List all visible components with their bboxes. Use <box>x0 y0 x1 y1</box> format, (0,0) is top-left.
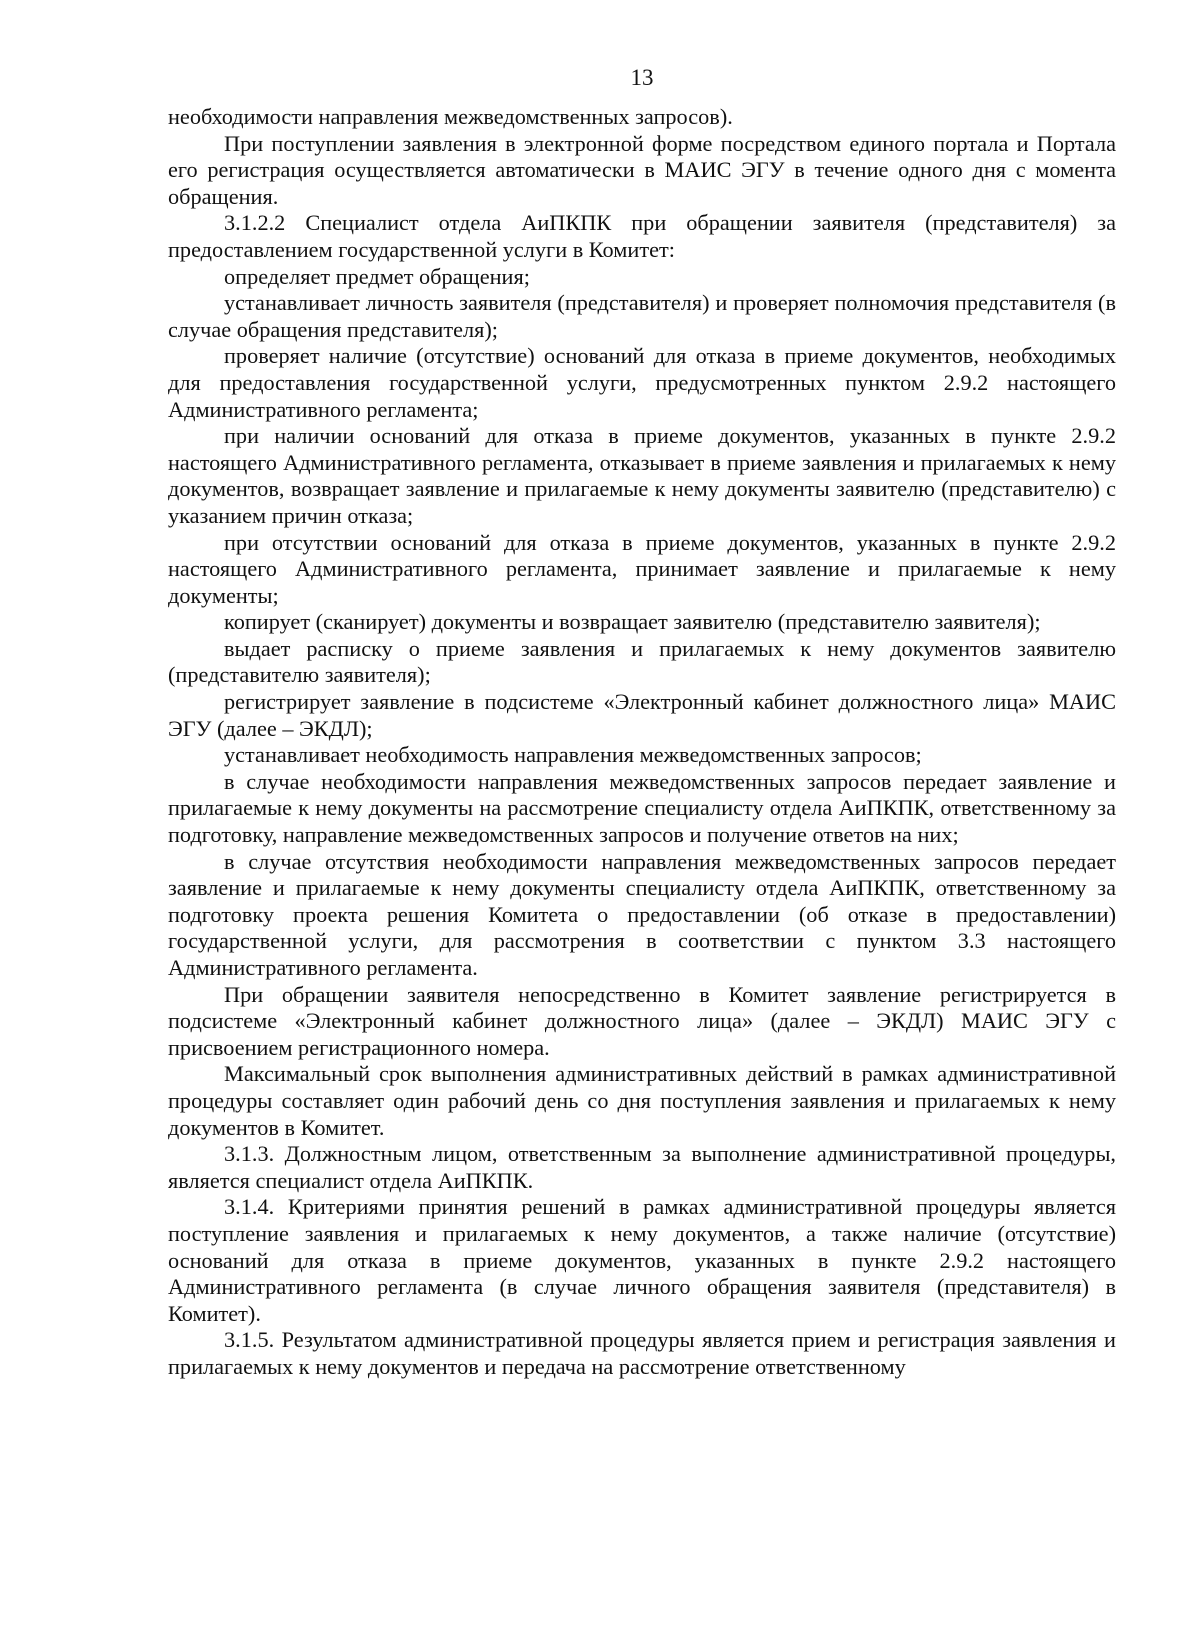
paragraph-direct-registration: При обращении заявителя непосредственно в Комитет заявление регистрируется в подсистеме «Электронный кабинет должностного лица» (далее – ЭКДЛ) МАИС ЭГУ с присвоением регистрационного номера. <box>168 981 1116 1060</box>
list-item: при отсутствии оснований для отказа в приеме документов, указанных в пункте 2.9.2 настоящего Административного регламента, принимает заявление и прилагаемые к нему документы; <box>168 529 1116 608</box>
page-number: 13 <box>630 65 654 90</box>
list-item: выдает расписку о приеме заявления и прилагаемых к нему документов заявителю (представителю заявителя); <box>168 635 1116 688</box>
paragraph-continuation: необходимости направления межведомственных запросов). <box>168 104 733 129</box>
list-item: регистрирует заявление в подсистеме «Электронный кабинет должностного лица» МАИС ЭГУ (далее – ЭКДЛ); <box>168 689 1116 741</box>
list-item: в случае необходимости направления межведомственных запросов передает заявление и прилагаемые к нему документы на рассмотрение специалисту отдела АиПКПК, ответственному за подготовку, направление межведомственных запросов и получение ответов на них; <box>168 768 1116 848</box>
paragraph-3-1-2-2: 3.1.2.2 Специалист отдела АиПКПК при обращении заявителя (представителя) за предоставлением государственной услуги в Комитет: <box>168 210 1116 262</box>
paragraph-portal-registration: При поступлении заявления в электронной форме посредством единого портала и Портала его регистрация осуществляется автоматически в МАИС ЭГУ в течение одного дня с момента обращения. <box>168 130 1116 209</box>
list-item: определяет предмет обращения; <box>224 263 530 289</box>
list-item: устанавливает личность заявителя (представителя) и проверяет полномочия представителя (в случае обращения представителя); <box>168 290 1116 342</box>
list-item: устанавливает необходимость направления межведомственных запросов; <box>224 742 922 768</box>
paragraph-3-1-5: 3.1.5. Результатом административной процедуры является прием и регистрация заявления и прилагаемых к нему документов и передача на рассмотрение ответственному <box>168 1327 1116 1379</box>
list-item: копирует (сканирует) документы и возвращает заявителю (представителю заявителя); <box>224 609 1041 635</box>
paragraph-max-duration: Максимальный срок выполнения административных действий в рамках административной процедуры составляет один рабочий день со дня поступления заявления и прилагаемых к нему документов в Комитет. <box>168 1061 1116 1140</box>
paragraph-3-1-3: 3.1.3. Должностным лицом, ответственным за выполнение административной процедуры, является специалист отдела АиПКПК. <box>168 1141 1116 1193</box>
paragraph-3-1-4: 3.1.4. Критериями принятия решений в рамках административной процедуры является поступление заявления и прилагаемых к нему документов, а также наличие (отсутствие) оснований для отказа в приеме документов, указанных в пункте 2.9.2 настоящего Административного регламента (в случае личного обращения заявителя (представителя) в Комитет). <box>168 1194 1116 1326</box>
list-item: проверяет наличие (отсутствие) оснований для отказа в приеме документов, необходимых для предоставления государственной услуги, предусмотренных пунктом 2.9.2 настоящего Административного регламента; <box>168 343 1116 422</box>
list-item: при наличии оснований для отказа в приеме документов, указанных в пункте 2.9.2 настоящего Административного регламента, отказывает в приеме заявления и прилагаемых к нему документов, возвращает заявление и прилагаемые к нему документы заявителю (представителю) с указанием причин отказа; <box>168 423 1116 528</box>
document-page <box>168 64 1116 1381</box>
list-item: в случае отсутствия необходимости направления межведомственных запросов передает заявление и прилагаемые к нему документы специалисту отдела АиПКПК, ответственному за подготовку проекта решения Комитета о предоставлении (об отказе в предоставлении) государственной услуги, для рассмотрения в соответствии с пунктом 3.3 настоящего Административного регламента. <box>168 848 1116 980</box>
